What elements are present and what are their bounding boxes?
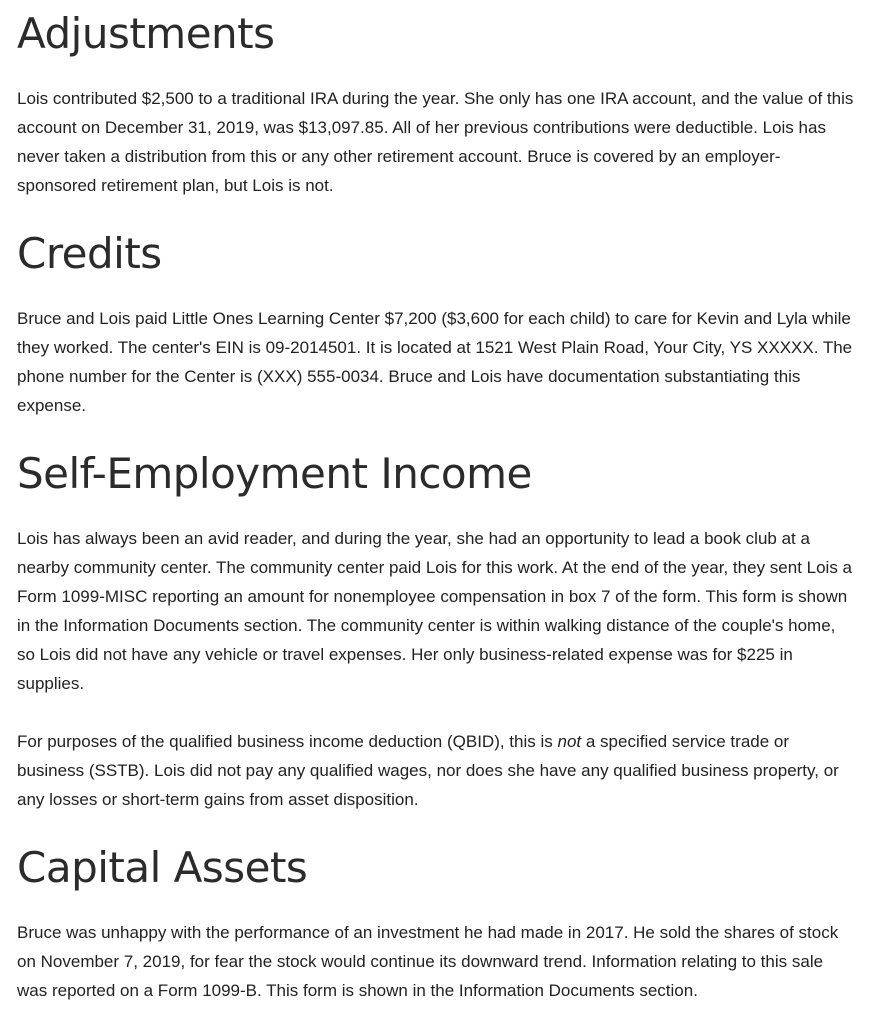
qbid-text-after: a specified service trade or business (SSTB). Lois did not pay any qualified wages, nor does she have any qualified business property, or any losses or short-term gains from asset disposition.: [17, 732, 839, 809]
qbid-emphasis: not: [557, 732, 582, 751]
credits-paragraph: Bruce and Lois paid Little Ones Learning Center $7,200 ($3,600 for each child) to care for Kevin and Lyla while they worked. The center's EIN is 09-2014501. It is located at 1521 West Plain Road, Your City, YS XXXXX. The phone number for the Center is (XXX) 555-0034. Bruce and Lois have documentation substantiating this expense.: [17, 309, 853, 415]
capital-assets-heading: Capital Assets: [17, 843, 308, 892]
self-employment-heading: Self-Employment Income: [17, 449, 532, 498]
adjustments-heading: Adjustments: [17, 9, 275, 58]
adjustments-paragraph: Lois contributed $2,500 to a traditional IRA during the year. She only has one IRA account, and the value of this account on December 31, 2019, was $13,097.85. All of her previous contributions were deductible. Lois has never taken a distribution from this or any other retirement account. Bruce is covered by an employer-sponsored retirement plan, but Lois is not.: [17, 89, 854, 195]
credits-heading: Credits: [17, 229, 162, 278]
capital-assets-paragraph: Bruce was unhappy with the performance of an investment he had made in 2017. He sold the shares of stock on November 7, 2019, for fear the stock would continue its downward trend. Information relating to this sale was reported on a Form 1099-B. This form is shown in the Information Documents section.: [17, 923, 839, 1000]
self-employment-paragraph-1: Lois has always been an avid reader, and during the year, she had an opportunity to lead a book club at a nearby community center. The community center paid Lois for this work. At the end of the year, they sent Lois a Form 1099-MISC reporting an amount for nonemployee compensation in box 7 of the form. This form is shown in the Information Documents section. The community center is within walking distance of the couple's home, so Lois did not have any vehicle or travel expenses. Her only business-related expense was for $225 in supplies.: [17, 529, 853, 693]
self-employment-paragraph-2: [17, 727, 857, 814]
qbid-text-before: For purposes of the qualified business income deduction (QBID), this is: [17, 732, 558, 751]
